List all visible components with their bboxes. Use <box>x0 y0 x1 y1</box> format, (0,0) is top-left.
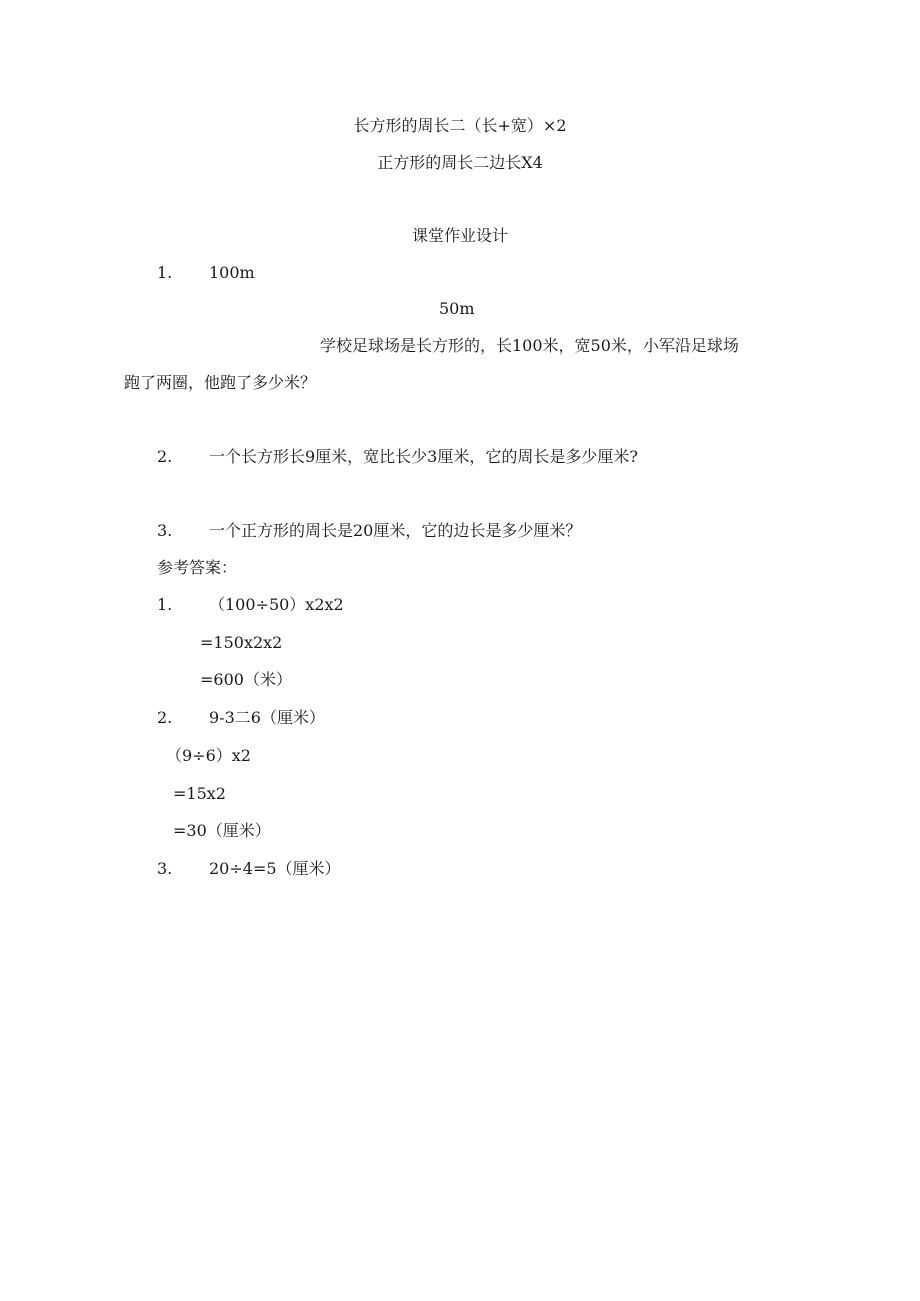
answers-title: 参考答案： <box>157 558 238 577</box>
question-1-number: 1. <box>157 263 173 282</box>
section-title: 课堂作业设计 <box>411 226 508 245</box>
answer-2-line-4: =30（厘米） <box>173 821 271 840</box>
answer-1-line-3: =600（米） <box>200 670 292 689</box>
answer-1-number: 1. <box>157 595 173 614</box>
question-1-text-line2: 跑了两圈，他跑了多少米？ <box>124 373 317 392</box>
question-2-number: 2. <box>157 447 173 466</box>
answer-3-line-1: 20÷4=5（厘米） <box>209 859 341 878</box>
answer-2-line-3: =15x2 <box>173 784 226 803</box>
answer-1-line-2: =150x2x2 <box>200 633 283 652</box>
answer-3-number: 3. <box>157 859 173 878</box>
answer-2-line-1: 9-3二6（厘米） <box>209 708 325 727</box>
question-1-width-label: 50m <box>439 299 475 318</box>
square-perimeter-formula: 正方形的周长二边长X4 <box>377 153 543 172</box>
question-3-number: 3. <box>157 521 173 540</box>
question-2-text: 一个长方形长9厘米，宽比长少3厘米，它的周长是多少厘米? <box>209 447 638 466</box>
question-3-text: 一个正方形的周长是20厘米，它的边长是多少厘米？ <box>209 521 582 540</box>
answer-2-number: 2. <box>157 708 173 727</box>
question-1-text-line1: 学校足球场是长方形的，长100米，宽50米，小军沿足球场 <box>320 336 739 355</box>
answer-2-line-2: （9÷6）x2 <box>166 746 251 765</box>
rect-perimeter-formula: 长方形的周长二（长+宽）×2 <box>353 116 567 135</box>
question-1-length-label: 100m <box>209 263 255 282</box>
answer-1-line-1: （100÷50）x2x2 <box>209 595 344 614</box>
